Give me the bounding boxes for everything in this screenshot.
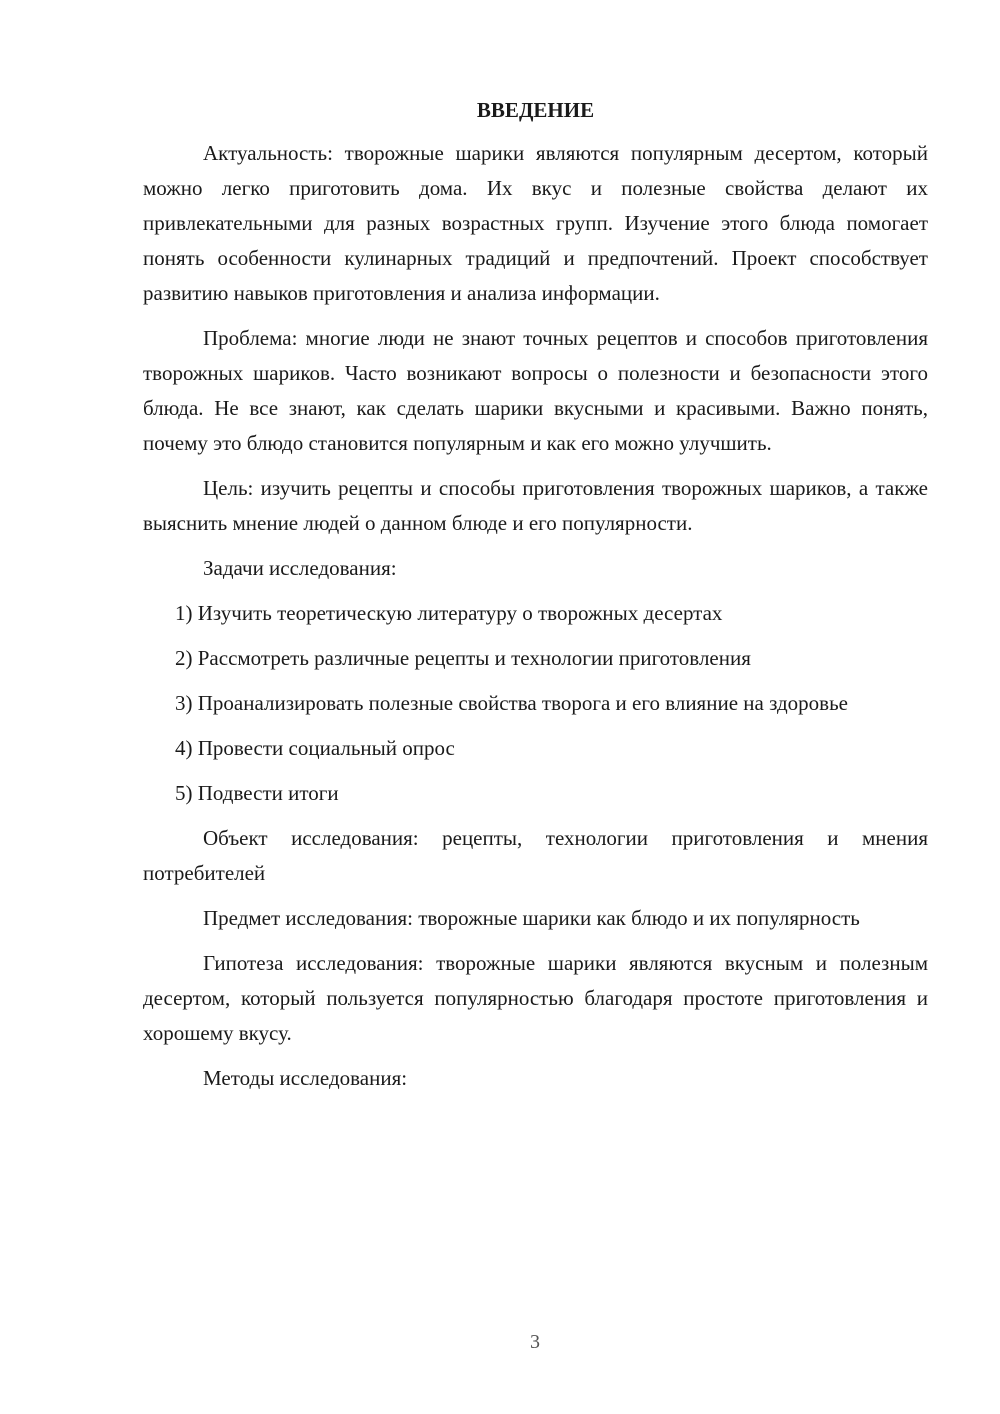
paragraph-object: Объект исследования: рецепты, технологии приготовления и мнения потребителей — [143, 826, 928, 885]
task-item-5: 5) Подвести итоги — [175, 781, 339, 805]
task-item-2: 2) Рассмотреть различные рецепты и технологии приготовления — [175, 646, 751, 670]
paragraph-hypothesis: Гипотеза исследования: творожные шарики являются вкусным и полезным десертом, который пользуется популярностью благодаря простоте приготовления и хорошему вкусу. — [143, 951, 928, 1045]
task-item-1: 1) Изучить теоретическую литературу о творожных десертах — [175, 601, 723, 625]
paragraph-goal: Цель: изучить рецепты и способы приготовления творожных шариков, а также выяснить мнение людей о данном блюде и его популярности. — [143, 476, 928, 535]
paragraph-problem: Проблема: многие люди не знают точных рецептов и способов приготовления творожных шариков. Часто возникают вопросы о полезности и безопасности этого блюда. Не все знают, как сделать шарики вкусными и красивыми. Важно понять, почему это блюдо становится популярным и как его можно улучшить. — [143, 326, 928, 455]
task-item-4: 4) Провести социальный опрос — [175, 736, 455, 760]
task-item-3: 3) Проанализировать полезные свойства творога и его влияние на здоровье — [175, 691, 848, 715]
tasks-list — [143, 596, 928, 811]
paragraph-relevance: Актуальность: творожные шарики являются популярным десертом, который можно легко приготовить дома. Их вкус и полезные свойства делают их привлекательными для разных возрастных групп. Изучение этого блюда помогает понять особенности кулинарных традиций и предпочтений. Проект способствует развитию навыков приготовления и анализа информации. — [143, 141, 928, 305]
paragraph-subject: Предмет исследования: творожные шарики как блюдо и их популярность — [203, 906, 860, 930]
page-number: 3 — [530, 1331, 540, 1353]
paragraph-tasks-heading: Задачи исследования: — [203, 556, 397, 580]
page-content — [143, 93, 928, 1106]
section-title: ВВЕДЕНИЕ — [476, 98, 595, 122]
paragraph-methods: Методы исследования: — [203, 1066, 408, 1090]
